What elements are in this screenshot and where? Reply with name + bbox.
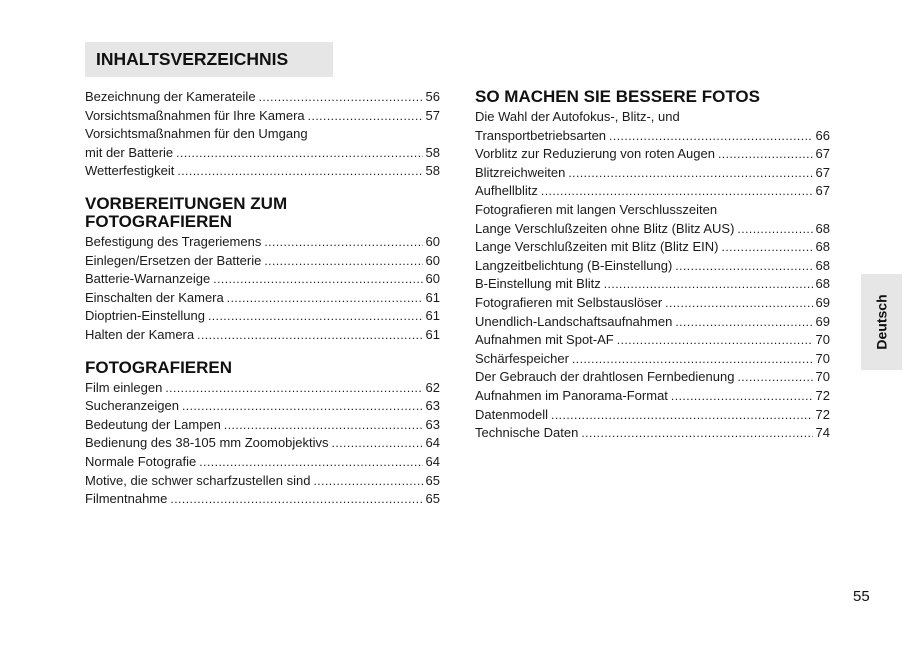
toc-entry-page: 72 bbox=[815, 387, 830, 403]
toc-entry-page: 65 bbox=[425, 472, 440, 488]
toc-entry-page: 60 bbox=[425, 233, 440, 249]
toc-entry-title: Bedienung des 38-105 mm Zoomobjektivs bbox=[85, 435, 329, 451]
toc-entry bbox=[475, 145, 830, 164]
toc-entry bbox=[85, 289, 440, 308]
toc-leader-dots bbox=[541, 182, 813, 201]
toc-entry-title: Blitzreichweiten bbox=[475, 164, 566, 180]
page-title: INHALTSVERZEICHNIS bbox=[85, 42, 333, 77]
toc-entry-page: 74 bbox=[815, 425, 830, 441]
toc-entry-page: 61 bbox=[425, 289, 440, 305]
toc-entry-title: Fotografieren mit Selbstauslöser bbox=[475, 294, 663, 310]
toc-entry-page: 69 bbox=[815, 294, 830, 310]
language-tab bbox=[861, 274, 902, 370]
toc-entry-title: Langzeitbelichtung (B-Einstellung) bbox=[475, 257, 673, 273]
toc-entry-page: 64 bbox=[425, 435, 440, 451]
toc-entry bbox=[85, 434, 440, 453]
toc-entry bbox=[475, 108, 830, 127]
toc-entry-page: 67 bbox=[815, 164, 830, 180]
toc-leader-dots bbox=[182, 397, 423, 416]
toc-entry-page: 60 bbox=[425, 252, 440, 268]
toc-entry bbox=[85, 453, 440, 472]
toc-entry-page: 56 bbox=[425, 89, 440, 104]
toc-entry-title: Filmentnahme bbox=[85, 491, 168, 507]
toc-leader-dots bbox=[671, 387, 813, 406]
toc-entry bbox=[475, 275, 830, 294]
toc-leader-dots bbox=[551, 406, 813, 425]
toc-entry-page: 57 bbox=[425, 107, 440, 123]
toc-entry-title: Schärfespeicher bbox=[475, 350, 569, 366]
toc-leader-dots bbox=[213, 270, 422, 289]
toc-entry-title: Transportbetriebsarten bbox=[475, 127, 607, 143]
toc-entry bbox=[475, 127, 830, 146]
toc-entry-title: Aufnahmen im Panorama-Format bbox=[475, 387, 668, 403]
toc-entry-page: 70 bbox=[815, 369, 830, 385]
toc-entry bbox=[85, 88, 440, 107]
toc-entry bbox=[85, 397, 440, 416]
toc-leader-dots bbox=[224, 416, 423, 435]
toc-entry bbox=[85, 270, 440, 289]
toc-entry-title: Die Wahl der Autofokus-, Blitz-, und bbox=[475, 109, 680, 124]
toc-leader-dots bbox=[199, 453, 422, 472]
toc-entry bbox=[475, 424, 830, 443]
toc-entry-title: B-Einstellung mit Blitz bbox=[475, 276, 601, 292]
toc-entry bbox=[85, 144, 440, 163]
toc-entry-page: 68 bbox=[815, 257, 830, 273]
page-number: 55 bbox=[853, 588, 870, 605]
toc-entry-page: 69 bbox=[815, 313, 830, 329]
toc-entry-title: Wetterfestigkeit bbox=[85, 163, 175, 179]
toc-entry-page: 70 bbox=[815, 350, 830, 366]
toc-leader-dots bbox=[264, 252, 422, 271]
right-column bbox=[475, 88, 830, 443]
toc-entry-title: Einschalten der Kamera bbox=[85, 289, 224, 305]
toc-entry bbox=[475, 313, 830, 332]
toc-entry-title: Technische Daten bbox=[475, 425, 579, 441]
toc-entry bbox=[85, 490, 440, 509]
toc-entry-title: Lange Verschlußzeiten mit Blitz (Blitz EIN) bbox=[475, 239, 719, 255]
toc-entry-title: Batterie-Warnanzeige bbox=[85, 271, 211, 287]
toc-leader-dots bbox=[617, 331, 813, 350]
photography-section bbox=[85, 379, 440, 509]
toc-entry-page: 64 bbox=[425, 453, 440, 469]
toc-entry-title: Sucheranzeigen bbox=[85, 398, 179, 414]
heading-line: FOTOGRAFIEREN bbox=[85, 211, 233, 231]
toc-entry-page: 68 bbox=[815, 220, 830, 236]
toc-leader-dots bbox=[675, 257, 812, 276]
toc-entry-page: 61 bbox=[425, 308, 440, 324]
toc-entry-title: Motive, die schwer scharfzustellen sind bbox=[85, 472, 311, 488]
toc-entry-title: Vorsichtsmaßnahmen für den Umgang bbox=[85, 126, 308, 142]
toc-leader-dots bbox=[308, 107, 423, 126]
toc-leader-dots bbox=[227, 289, 423, 308]
toc-entry bbox=[85, 233, 440, 252]
toc-entry-title: Unendlich-Landschaftsaufnahmen bbox=[475, 313, 673, 329]
toc-entry-title: mit der Batterie bbox=[85, 144, 174, 160]
toc-entry-title: Dioptrien-Einstellung bbox=[85, 308, 205, 324]
toc-leader-dots bbox=[165, 379, 422, 398]
toc-entry-title: Vorblitz zur Reduzierung von roten Augen bbox=[475, 146, 715, 162]
toc-leader-dots bbox=[721, 238, 812, 257]
toc-entry bbox=[475, 331, 830, 350]
toc-entry-title: Aufhellblitz bbox=[475, 183, 538, 199]
toc-leader-dots bbox=[581, 424, 812, 443]
toc-entry-page: 63 bbox=[425, 398, 440, 414]
toc-leader-dots bbox=[737, 368, 812, 387]
toc-entry bbox=[475, 201, 830, 220]
toc-leader-dots bbox=[170, 490, 422, 509]
language-tab-label: Deutsch bbox=[873, 294, 890, 350]
toc-entry-title: Befestigung des Trageriemens bbox=[85, 233, 262, 249]
toc-entry bbox=[475, 164, 830, 183]
toc-leader-dots bbox=[197, 326, 422, 345]
toc-entry-page: 72 bbox=[815, 406, 830, 422]
toc-entry bbox=[475, 182, 830, 201]
toc-leader-dots bbox=[568, 164, 812, 183]
toc-leader-dots bbox=[609, 127, 813, 146]
preparations-section bbox=[85, 233, 440, 345]
toc-entry-title: Normale Fotografie bbox=[85, 453, 197, 469]
toc-entry-page: 65 bbox=[425, 491, 440, 507]
toc-leader-dots bbox=[675, 313, 812, 332]
toc-entry bbox=[475, 350, 830, 369]
toc-entry bbox=[85, 252, 440, 271]
toc-entry-page: 58 bbox=[425, 163, 440, 179]
toc-leader-dots bbox=[665, 294, 812, 313]
toc-leader-dots bbox=[208, 307, 423, 326]
section-heading-preparations bbox=[85, 195, 440, 231]
toc-entry bbox=[475, 387, 830, 406]
toc-entry bbox=[85, 379, 440, 398]
toc-entry-page: 68 bbox=[815, 276, 830, 292]
toc-entry-title: Film einlegen bbox=[85, 379, 163, 395]
heading-line: VORBEREITUNGEN ZUM bbox=[85, 193, 288, 213]
toc-entry-page: 61 bbox=[425, 326, 440, 342]
toc-leader-dots bbox=[177, 162, 422, 181]
toc-entry-title: Lange Verschlußzeiten ohne Blitz (Blitz AUS) bbox=[475, 220, 735, 236]
toc-leader-dots bbox=[264, 233, 422, 252]
toc-entry-page: 70 bbox=[815, 332, 830, 348]
toc-leader-dots bbox=[332, 434, 423, 453]
toc-entry bbox=[85, 326, 440, 345]
toc-entry bbox=[85, 416, 440, 435]
toc-entry-page: 62 bbox=[425, 379, 440, 395]
better-photos-section bbox=[475, 108, 830, 443]
toc-entry-page: 58 bbox=[425, 144, 440, 160]
toc-entry-title: Vorsichtsmaßnahmen für Ihre Kamera bbox=[85, 107, 305, 123]
left-column bbox=[85, 88, 440, 509]
toc-entry bbox=[85, 307, 440, 326]
section-heading-photography: FOTOGRAFIEREN bbox=[85, 357, 233, 377]
toc-entry-page: 63 bbox=[425, 416, 440, 432]
toc-leader-dots bbox=[176, 144, 422, 163]
toc-entry-title: Der Gebrauch der drahtlosen Fernbedienung bbox=[475, 369, 735, 385]
toc-entry bbox=[85, 125, 440, 144]
toc-entry-page: 66 bbox=[815, 127, 830, 143]
toc-entry-title: Aufnahmen mit Spot-AF bbox=[475, 332, 614, 348]
toc-entry bbox=[475, 257, 830, 276]
toc-entry bbox=[85, 472, 440, 491]
toc-entry-title: Fotografieren mit langen Verschlusszeiten bbox=[475, 201, 718, 217]
toc-leader-dots bbox=[604, 275, 813, 294]
toc-entry bbox=[475, 368, 830, 387]
toc-entry bbox=[475, 294, 830, 313]
intro-section bbox=[85, 88, 440, 181]
toc-entry-title: Bezeichnung der Kamerateile bbox=[85, 89, 256, 104]
toc-entry-page: 67 bbox=[815, 183, 830, 199]
toc-leader-dots bbox=[313, 472, 422, 491]
toc-entry bbox=[475, 406, 830, 425]
toc-leader-dots bbox=[737, 220, 812, 239]
toc-entry-title: Halten der Kamera bbox=[85, 326, 195, 342]
section-heading-better-photos: SO MACHEN SIE BESSERE FOTOS bbox=[475, 87, 760, 106]
toc-entry bbox=[85, 162, 440, 181]
toc-entry-page: 60 bbox=[425, 271, 440, 287]
toc-entry bbox=[85, 107, 440, 126]
toc-entry-page: 68 bbox=[815, 239, 830, 255]
toc-leader-dots bbox=[718, 145, 813, 164]
toc-entry-title: Bedeutung der Lampen bbox=[85, 416, 221, 432]
toc-entry-title: Datenmodell bbox=[475, 406, 548, 422]
toc-entry bbox=[475, 238, 830, 257]
toc-leader-dots bbox=[259, 88, 423, 107]
toc-entry-title: Einlegen/Ersetzen der Batterie bbox=[85, 252, 262, 268]
toc-leader-dots bbox=[572, 350, 813, 369]
toc-entry bbox=[475, 220, 830, 239]
toc-entry-page: 67 bbox=[815, 146, 830, 162]
